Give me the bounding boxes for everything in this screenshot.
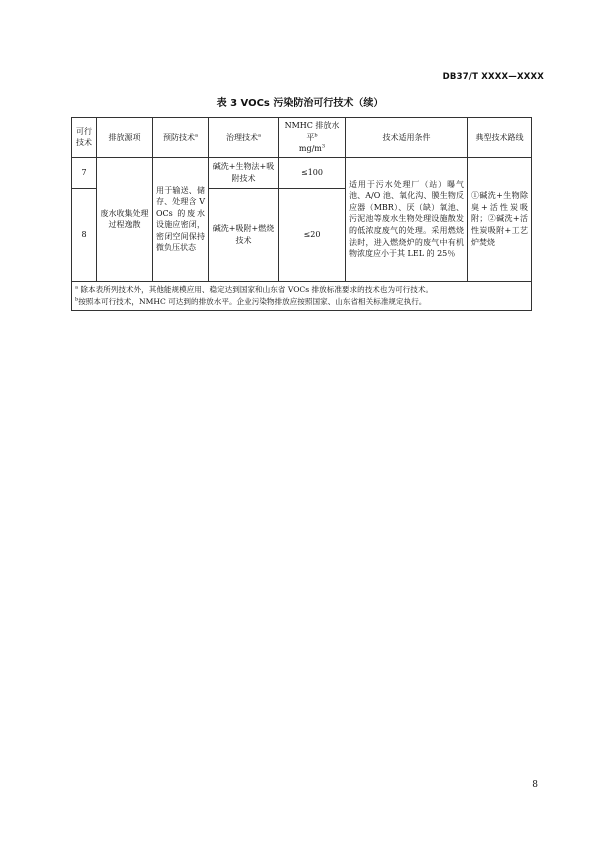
- vocs-technology-table: [71, 117, 532, 311]
- note-b-text: 按照本可行技术，NMHC 可达到的排放水平。企业污染物排放应按照国家、山东省相关标准规定执行。: [78, 296, 427, 306]
- header-nmhc-level: [279, 118, 346, 158]
- header-treatment-text: 治理技术: [226, 132, 258, 142]
- document-code: DB37/T XXXX—XXXX: [442, 72, 544, 82]
- note-a: [75, 284, 528, 296]
- header-nmhc-unit: mg/m: [298, 144, 322, 154]
- table-row: [72, 157, 532, 188]
- table-notes: [72, 281, 532, 310]
- note-a-text: 除本表所列技术外，其他能规模应用、稳定达到国家和山东省 VOCs 排放标准要求的技术也为可行技术。: [77, 284, 434, 294]
- table-header-row: [72, 118, 532, 158]
- note-a-mark: a: [75, 284, 78, 291]
- header-nmhc-unit-sup: 3: [321, 143, 326, 150]
- header-prevention: [153, 118, 209, 158]
- route-cell: ①碱洗+生物除臭+活性炭吸附；②碱洗+活性炭吸附+工艺炉焚烧: [468, 157, 532, 281]
- header-treatment-note-mark: a: [258, 131, 261, 138]
- row-8-treatment: 碱洗+吸附+燃烧技术: [209, 188, 279, 281]
- header-feasible-tech: 可行技术: [72, 118, 97, 158]
- note-b: [75, 296, 528, 308]
- header-conditions: 技术适用条件: [346, 118, 468, 158]
- prevention-cell: 用于输送、储存、处理含 VOCs 的废水设施应密闭，密闭空间保持微负压状态: [153, 157, 209, 281]
- header-emission-source: 排放源项: [97, 118, 153, 158]
- emission-source-cell: 废水收集处理过程逸散: [97, 157, 153, 281]
- page-number: 8: [532, 780, 538, 790]
- row-8-number: 8: [72, 188, 97, 281]
- header-nmhc-text: NMHC 排放水平: [284, 121, 340, 142]
- table-notes-row: [72, 281, 532, 310]
- conditions-cell: 适用于污水处理厂（站）曝气池、A/O 池、氧化沟、膜生物反应器（MBR）、厌（缺）氧池、污泥池等废水生物处理设施散发的低浓度废气的处理。采用燃烧法时，进入燃烧炉的废气中有机物浓度应小于其 LEL 的 25％: [346, 157, 468, 281]
- header-treatment: [209, 118, 279, 158]
- header-route: 典型技术路线: [468, 118, 532, 158]
- row-7-level: ≤100: [279, 157, 346, 188]
- note-b-mark: b: [75, 296, 79, 303]
- header-prevention-note-mark: a: [195, 131, 198, 138]
- header-nmhc-note-mark: b: [314, 131, 318, 138]
- row-7-number: 7: [72, 157, 97, 188]
- row-7-treatment: 碱洗+生物法+吸附技术: [209, 157, 279, 188]
- header-prevention-text: 预防技术: [163, 132, 195, 142]
- row-8-level: ≤20: [279, 188, 346, 281]
- table-title: 表 3 VOCs 污染防治可行技术（续）: [216, 98, 384, 109]
